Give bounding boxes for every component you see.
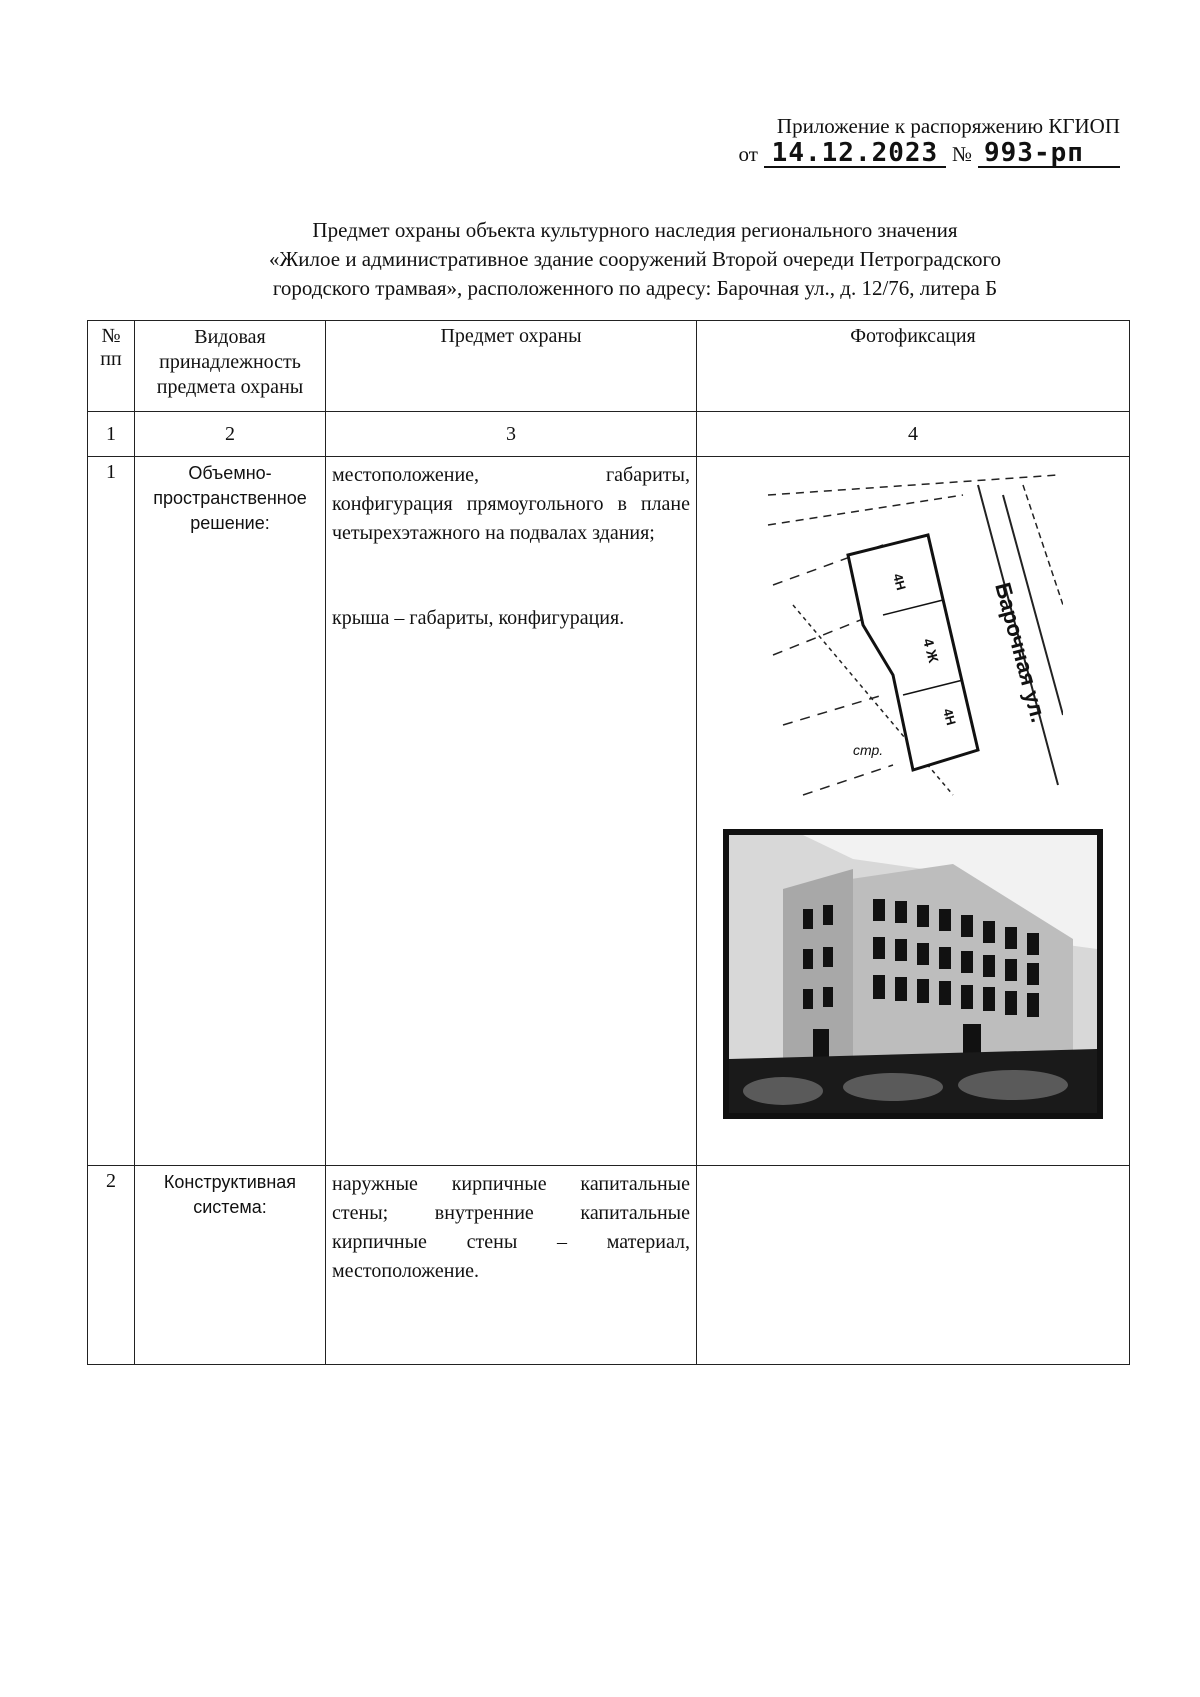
subject-paragraph: крыша – габариты, конфигурация.: [332, 607, 625, 629]
column-number: 4: [697, 412, 1130, 457]
row-subject: [326, 457, 697, 1166]
title-line-2: «Жилое и административное здание сооружений Второй очереди Петроградского: [268, 247, 1002, 271]
header-subject: Предмет охраны: [326, 321, 697, 412]
plan-label: стр.: [853, 742, 884, 758]
annex-date-line: [739, 140, 1120, 168]
column-number-row: [88, 412, 1130, 457]
from-label: от: [738, 142, 758, 166]
table-row: [88, 1166, 1130, 1365]
header-photo: Фотофиксация: [697, 321, 1130, 412]
order-number: 993-рп: [978, 140, 1120, 168]
number-label: №: [951, 142, 972, 166]
column-number: 1: [88, 412, 135, 457]
header-number: № пп: [88, 321, 135, 412]
subject-paragraph: местоположение, габариты, конфигурация прямоугольного в плане четырехэтажного на подвалах здания;: [332, 464, 690, 544]
title-line-1: Предмет охраны объекта культурного наследия регионального значения: [312, 218, 958, 242]
plan-label: 4 Ж: [920, 636, 942, 665]
column-number: 2: [135, 412, 326, 457]
row-subject: [326, 1166, 697, 1365]
title-line-3: городского трамвая», расположенного по адресу: Барочная ул., д. 12/76, литера Б: [272, 276, 998, 300]
row-kind: Конструктивная система:: [135, 1166, 326, 1365]
site-plan-image: [763, 465, 1063, 815]
row-photo: [697, 457, 1130, 1166]
row-number: 2: [88, 1166, 135, 1365]
document-title: [150, 216, 1120, 303]
table-row: [88, 457, 1130, 1166]
row-kind: Объемно-пространственное решение:: [135, 457, 326, 1166]
plan-label: 4Н: [940, 706, 959, 727]
order-date: 14.12.2023: [764, 140, 946, 168]
row-number: 1: [88, 457, 135, 1166]
building-photo: [723, 829, 1103, 1119]
annex-heading: Приложение к распоряжению КГИОП: [776, 114, 1120, 138]
row-photo-empty: [697, 1166, 1130, 1365]
plan-label: Барочная ул.: [990, 579, 1052, 726]
column-number: 3: [326, 412, 697, 457]
table-header-row: [88, 321, 1130, 412]
annex-block: [739, 112, 1120, 168]
subject-paragraph: наружные кирпичные капитальные стены; внутренние капитальные кирпичные стены – материал, местоположение.: [332, 1173, 690, 1282]
header-kind: Видовая принадлежность предмета охраны: [135, 321, 326, 412]
protection-table: [87, 320, 1130, 1365]
plan-label: 4Н: [890, 571, 909, 592]
